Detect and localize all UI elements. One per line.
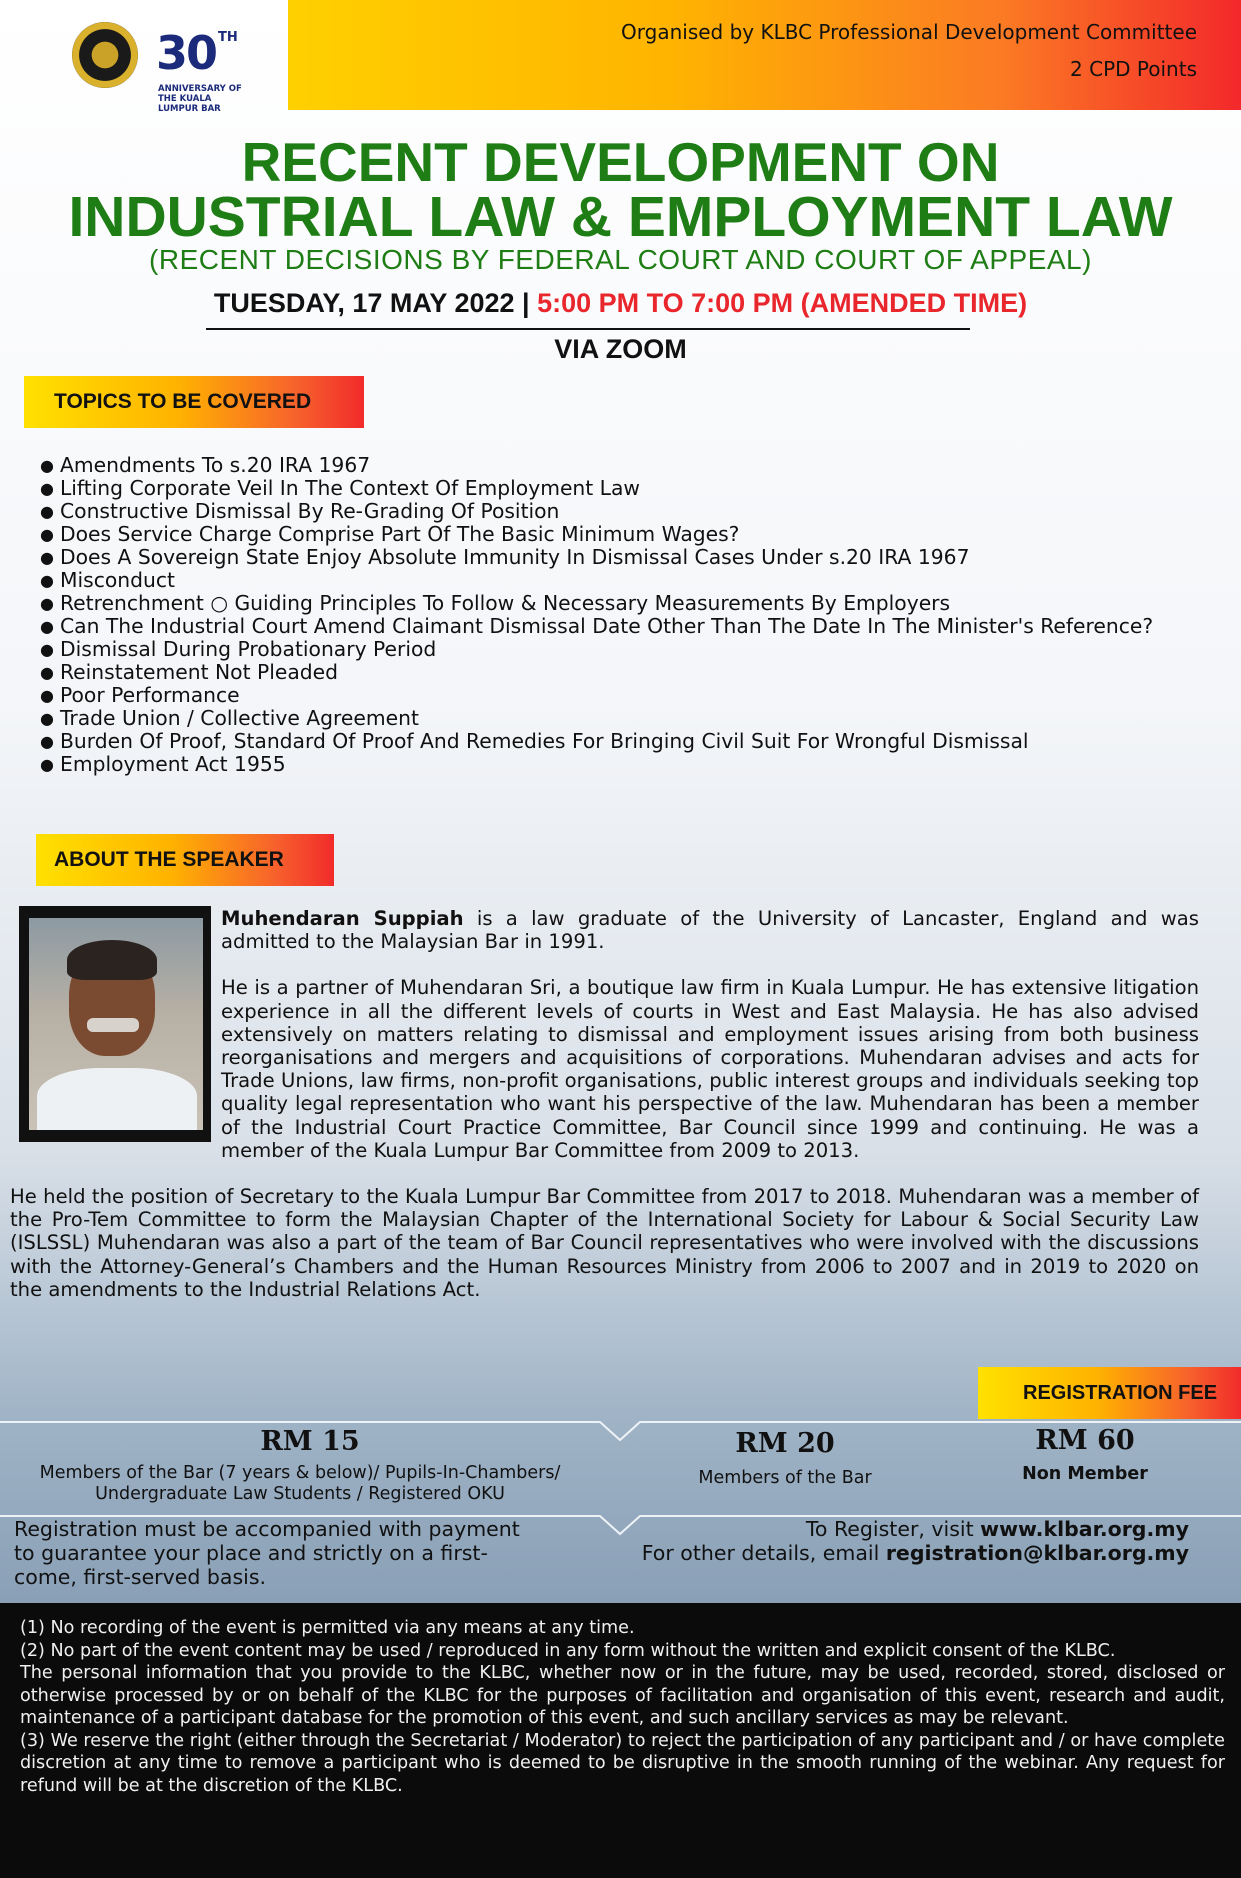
event-title-line-1: RECENT DEVELOPMENT ON — [241, 131, 1000, 193]
topic-item: ● Burden Of Proof, Standard Of Proof And Remedies For Bringing Civil Suit For Wrongful Dismissal — [40, 730, 1220, 753]
topic-item: ● Trade Union / Collective Agreement — [40, 707, 1220, 730]
event-date-time — [0, 288, 1241, 319]
fee-desc-non-member: Non Member — [1022, 1464, 1148, 1484]
topic-item: ● Amendments To s.20 IRA 1967 — [40, 454, 1220, 477]
privacy-notice: The personal information that you provide to the KLBC, whether now or in the future, may be used, recorded, stored, disclosed or otherwise processed by or on behalf of the KLBC for the purposes of facilitation and organisation of this event, research and audit, maintenance of a participant database for the promotion of this event, and such ancillary services as may be relevant. — [20, 1663, 1225, 1728]
topic-item: ● Does A Sovereign State Enjoy Absolute Immunity In Dismissal Cases Under s.20 IRA 1967 — [40, 546, 1220, 569]
fee-desc-junior: Members of the Bar (7 years & below)/ Pupils-In-Chambers/ Undergraduate Law Students / Registered OKU — [39, 1463, 561, 1504]
event-subtitle: (RECENT DECISIONS BY FEDERAL COURT AND COURT OF APPEAL) — [149, 244, 1092, 275]
event-time: 5:00 PM TO 7:00 PM (AMENDED TIME) — [537, 288, 1028, 318]
cpd-points-text: 2 CPD Points — [1070, 57, 1197, 81]
speaker-photo — [29, 918, 203, 1130]
topic-item: ● Misconduct — [40, 569, 1220, 592]
topic-item: ● Employment Act 1955 — [40, 753, 1220, 776]
speaker-name: Muhendaran Suppiah — [221, 907, 464, 930]
fee-amount-member: RM 20 — [735, 1428, 835, 1459]
terms-panel — [0, 1603, 1241, 1878]
anniversary-logo-caption: ANNIVERSARY OF THE KUALA LUMPUR BAR — [158, 84, 242, 114]
register-link[interactable]: www.klbar.org.my — [980, 1517, 1189, 1541]
anniversary-logo-suffix: TH — [218, 30, 238, 45]
speaker-bio-paragraph-2: He is a partner of Muhendaran Sri, a boutique law firm in Kuala Lumpur. He has extensive litigation experience in all the different levels of courts in West and East Malaysia. He has also advised extensively on matters relating to dismissal and employment issues arising from both business reorganisations and mergers and acquisitions of corporations. Muhendaran advises and acts for Trade Unions, law firms, non-profit organisations, public interest groups and individuals seeking top quality legal representation who want his perspective of the law. Muhendaran has been a member of the Industrial Court Practice Committee, Bar Council since 1999 and continuing. He was a member of the Kuala Lumpur Bar Committee from 2009 to 2013. — [221, 976, 1199, 1162]
topic-item: ● Lifting Corporate Veil In The Context Of Employment Law — [40, 477, 1220, 500]
anniversary-logo-number: 30 — [156, 26, 217, 80]
event-title-line-2: INDUSTRIAL LAW & EMPLOYMENT LAW — [68, 185, 1173, 249]
topic-item: ● Reinstatement Not Pleaded — [40, 661, 1220, 684]
divider-line — [206, 328, 970, 330]
registration-email-link[interactable]: registration@klbar.org.my — [885, 1541, 1189, 1565]
topics-list — [40, 454, 1220, 776]
speaker-bio — [221, 907, 1199, 1185]
event-date: TUESDAY, 17 MAY 2022 | — [213, 288, 538, 318]
kl-bar-seal-logo — [72, 22, 138, 88]
speaker-bio-paragraph-3: He held the position of Secretary to the Kuala Lumpur Bar Committee from 2017 to 2018. Muhendaran was a member of the Pro-Tem Committee to form the Malaysian Chapter of the International Society for Labour & Social Security Law (ISLSSL) Muhendaran was also a part of the team of Bar Council representatives who were involved with the discussions with the Attorney-General’s Chambers and the Human Resources Ministry from 2006 to 2007 and in 2019 to 2020 on the amendments to the Industrial Relations Act. — [10, 1185, 1199, 1301]
fee-amount-junior: RM 15 — [260, 1426, 360, 1457]
fee-amount-non-member: RM 60 — [1035, 1425, 1135, 1456]
speaker-bio-intro: is a law graduate of the University of Lancaster, England and was admitted to the Malaysian Bar in 1991. — [221, 907, 1199, 954]
event-platform: VIA ZOOM — [554, 334, 687, 364]
header-banner — [288, 0, 1241, 110]
term-1: (1) No recording of the event is permitted via any means at any time. — [20, 1618, 635, 1638]
topic-item: ● Can The Industrial Court Amend Claimant Dismissal Date Other Than The Date In The Minister's Reference? — [40, 615, 1220, 638]
topic-item: ● Does Service Charge Comprise Part Of The Basic Minimum Wages? — [40, 523, 1220, 546]
speaker-heading: ABOUT THE SPEAKER — [36, 834, 334, 886]
email-prefix: For other details, email — [641, 1541, 886, 1565]
registration-contact — [642, 1517, 1189, 1565]
fee-desc-member: Members of the Bar — [698, 1468, 872, 1488]
topic-item: ● Poor Performance — [40, 684, 1220, 707]
register-prefix: To Register, visit — [805, 1517, 981, 1541]
topic-item: ● Retrenchment ○ Guiding Principles To Follow & Necessary Measurements By Employers — [40, 592, 1220, 615]
topic-item: ● Dismissal During Probationary Period — [40, 638, 1220, 661]
topic-item: ● Constructive Dismissal By Re-Grading Of Position — [40, 500, 1220, 523]
term-3: (3) We reserve the right (either through the Secretariat / Moderator) to reject the participation of any participant and / or have complete discretion at any time to remove a participant who is deemed to be disruptive in the smooth running of the webinar. Any request for refund will be at the discretion of the KLBC. — [20, 1730, 1225, 1796]
registration-fee-heading: REGISTRATION FEE — [978, 1367, 1241, 1419]
topics-heading: TOPICS TO BE COVERED — [24, 376, 364, 428]
term-2: (2) No part of the event content may be used / reproduced in any form without the written and explicit consent of the KLBC. — [20, 1640, 1116, 1661]
registration-note: Registration must be accompanied with payment to guarantee your place and strictly on a first-come, first-served basis. — [14, 1517, 520, 1589]
organiser-text: Organised by KLBC Professional Development Committee — [621, 20, 1197, 44]
